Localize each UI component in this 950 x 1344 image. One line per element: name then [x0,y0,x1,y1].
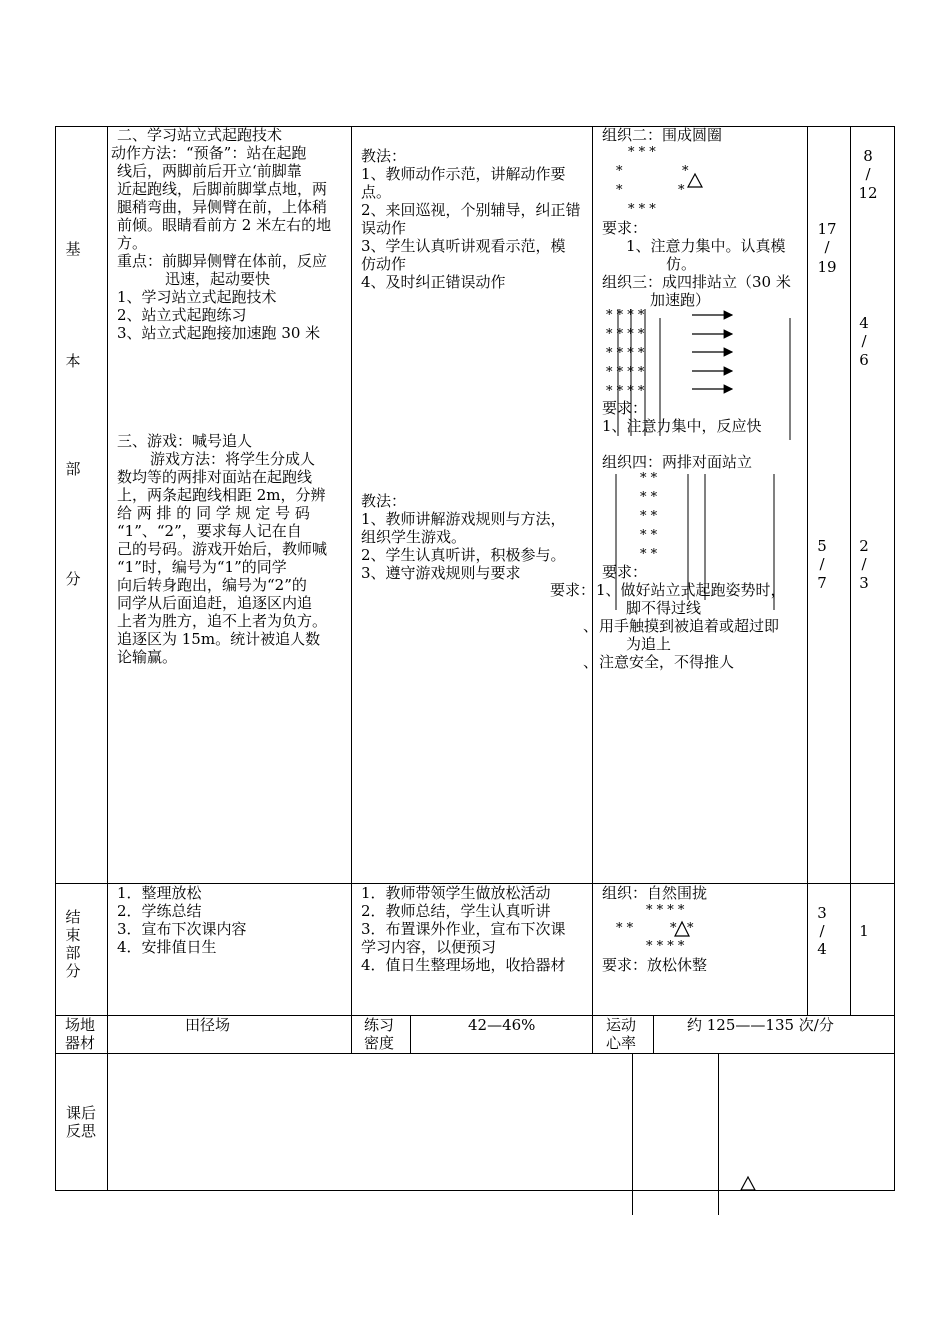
game-line: 三、游戏：喊号追人 [117,432,253,450]
requirement-title: 要求： [602,563,648,581]
org-title: 组织三：成四排站立（30 米 [602,273,791,291]
heart-rate-label: 运动 [606,1016,637,1034]
teaching-line: 3、遵守游戏规则与要求 [361,564,521,582]
formation-star: * [687,921,694,936]
game-line: 己的号码。游戏开始后，教师喊 [117,540,328,558]
content-line: 迅速，起动要快 [165,270,271,288]
content-line: 动作方法：“预备”：站在起跑 [111,144,307,162]
game-line: 上者为胜方，追不上者为负方。 [117,612,328,630]
ending-requirement: 要求：放松休整 [602,956,708,974]
formation-star: * [616,164,623,179]
requirement-line: 注意安全，不得推人 [599,653,735,671]
content-line: 二、学习站立式起跑技术 [117,126,283,144]
ending-content-line: 2．学练总结 [117,902,202,920]
time-value: 7 [817,574,827,592]
ending-org-title: 组织：自然围拢 [602,884,708,902]
game-line: 论输赢。 [117,648,178,666]
density-label: 练习 [364,1016,395,1034]
count-slash: / [861,555,867,573]
teaching-line: 2、来回巡视，个别辅导，纠正错 [361,201,581,219]
game-line: 游戏方法：将学生分成人 [150,450,316,468]
game-line: 上，两条起跑线相距 2m，分辨 [117,486,326,504]
teaching-line: 仿动作 [361,255,407,273]
game-line: “1”时，编号为“1”的同学 [117,558,287,576]
formation-star-row: * * [616,921,634,936]
content-line: 近起跑线，后脚前脚掌点地，两 [117,180,328,198]
ending-teaching-line: 1．教师带领学生做放松活动 [361,884,551,902]
formation-star-pair: * * [640,509,658,524]
count-value: 12 [858,184,878,202]
teaching-line: 误动作 [361,219,407,237]
ending-content-line: 1．整理放松 [117,884,202,902]
count-value: 3 [859,574,869,592]
content-line: 腿稍弯曲，异侧臂在前，上体稍 [117,198,328,216]
ending-label-char: 束 [65,926,81,944]
ending-time-value: 3 [817,904,827,922]
requirement-line: 为追上 [626,635,672,653]
game-line: 同学从后面追赶，追逐区内追 [117,594,313,612]
requirement-title: 要求： [602,399,648,417]
ending-count: 1 [859,922,869,940]
basic-label-char-3: 部 [65,460,81,478]
ending-teaching-line: 4．值日生整理场地，收拾器材 [361,956,566,974]
stray-triangle-icon [741,1177,755,1190]
formation-star: * [616,183,623,198]
formation-star-row: * * * * [606,384,645,399]
ending-label-char: 分 [65,962,81,980]
time-slash: / [824,238,830,256]
formation-star: * [682,164,689,179]
ending-content-line: 4．安排值日生 [117,938,217,956]
formation-star-row: * * * * [646,939,685,954]
formation-star-row: * * * * [606,327,645,342]
game-line: 向后转身跑出，编号为“2”的 [117,576,307,594]
basic-label-char-2: 本 [65,352,81,370]
count-slash: / [861,332,867,350]
ending-content-line: 3．宣布下次课内容 [117,920,247,938]
ending-teaching-line: 学习内容，以便预习 [361,938,497,956]
time-value: 17 [817,220,837,238]
formation-star-row: * * * * [606,308,645,323]
ending-time-slash: / [819,922,825,940]
requirement-line: 仿。 [666,255,697,273]
requirement-mark: 、 [583,617,599,635]
teaching-line: 1、教师动作示范，讲解动作要 [361,165,566,183]
formation-star-pair: * * [640,471,658,486]
requirement-line: 用手触摸到被追着或超过即 [599,617,780,635]
ending-teaching-line: 2．教师总结，学生认真听讲 [361,902,551,920]
content-line: 2、站立式起跑练习 [117,306,247,324]
time-value: 19 [817,258,837,276]
teaching-line: 点。 [361,183,392,201]
content-line: 方。 [117,234,148,252]
formation-star: * [678,183,685,198]
ending-teaching-line: 3．布置课外作业，宣布下次课 [361,920,566,938]
game-line: 给 两 排 的 同 学 规 定 号 码 [117,504,310,522]
requirement-line: 1、做好站立式起跑姿势时， [596,581,786,599]
count-value: 6 [859,351,869,369]
requirement-prefix: 要求： [550,581,596,599]
time-value: 5 [817,537,827,555]
game-line: “1”、“2”，要求每人记在自 [117,522,302,540]
game-line: 追逐区为 15m。统计被追人数 [117,630,321,648]
venue-label: 场地 [65,1016,96,1034]
content-line: 3、站立式起跑接加速跑 30 米 [117,324,321,342]
requirement-line: 1、注意力集中，反应快 [602,417,762,435]
formation-star-row: * * * [628,202,656,217]
teaching-line: 教法： [361,147,407,165]
org-title-line2: 加速跑） [650,291,711,309]
content-line: 重点：前脚异侧臂在体前，反应 [117,252,328,270]
formation-star-pair: * * [640,528,658,543]
ending-label-char: 结 [65,908,81,926]
venue-value: 田径场 [185,1016,231,1034]
count-value: 2 [859,537,869,555]
density-label: 密度 [364,1034,395,1052]
requirement-line: 脚不得过线 [626,599,702,617]
venue-label: 器材 [65,1034,96,1052]
formation-star-row: * * * * [646,903,685,918]
count-slash: / [865,165,871,183]
requirement-title: 要求： [602,219,648,237]
formation-star-row: * * * * [606,346,645,361]
game-line: 数均等的两排对面站在起跑线 [117,468,313,486]
reflection-label: 课后 [66,1104,97,1122]
teaching-line: 3、学生认真听讲观看示范，模 [361,237,566,255]
reflection-label: 反思 [66,1122,97,1140]
requirement-line: 1、注意力集中。认真模 [626,237,786,255]
ending-time-value: 4 [817,940,827,958]
time-slash: / [819,555,825,573]
content-line: 线后，两脚前后开立‘前脚靠 [117,162,302,180]
teacher-triangle-icon [688,174,702,187]
requirement-mark: 、 [583,653,599,671]
basic-label-char-1: 基 [65,240,81,258]
teaching-line: 4、及时纠正错误动作 [361,273,506,291]
teaching-line: 教法： [361,492,407,510]
teaching-line: 2、学生认真听讲，积极参与。 [361,546,566,564]
formation-star-pair: * * [640,490,658,505]
formation-star-pair: * * [640,547,658,562]
teaching-line: 组织学生游戏。 [361,528,467,546]
formation-star-row: * * * [628,145,656,160]
formation-star: * [670,921,677,936]
teaching-line: 1、教师讲解游戏规则与方法， [361,510,566,528]
content-line: 1、学习站立式起跑技术 [117,288,277,306]
ending-label-char: 部 [65,944,81,962]
content-line: 前倾。眼睛看前方 2 米左右的地 [117,216,332,234]
formation-star-row: * * * * [606,365,645,380]
count-value: 8 [863,147,873,165]
count-value: 4 [859,314,869,332]
heart-rate-value: 约 125——135 次/分 [687,1016,834,1034]
basic-label-char-4: 分 [65,570,81,588]
density-value: 42—46% [468,1016,536,1034]
heart-rate-label: 心率 [606,1034,637,1052]
org-title: 组织二：围成圆圈 [602,126,723,144]
org-title: 组织四：两排对面站立 [602,453,753,471]
